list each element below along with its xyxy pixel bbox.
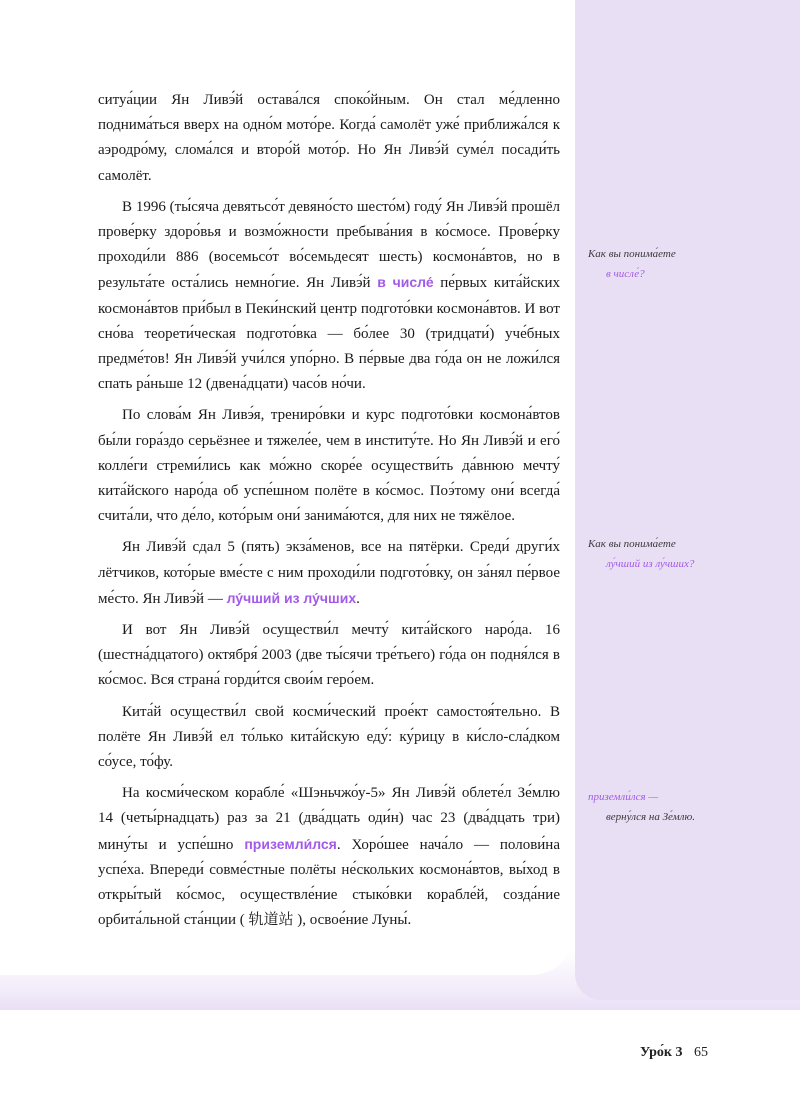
paragraph [98,88,560,189]
margin-note-2 [588,534,694,574]
main-text [98,88,560,940]
sidebar-background [575,0,800,1000]
text-run: Кита́й осуществи́л свой косми́ческий прое́кт самостоя́тельно. В полёте Ян Ливэ́й ел то́лько кита́йскую еду́: ку́рицу в ки́сло-сла́дком со́усе, то́фу. [98,703,560,771]
note-line: Как вы понима́ете [588,538,676,550]
note-line: Как вы понима́ете [588,248,676,260]
note-line: в числе́? [606,268,645,280]
note-line: приземли́лся — [588,791,659,803]
margin-note-1 [588,244,676,284]
lesson-label: Уро́к 3 [640,1045,683,1060]
highlighted-phrase: лу́чший из лу́чших [226,589,357,606]
paragraph [98,535,560,612]
paragraph [98,403,560,529]
note-line: лу́чший из лу́чших? [606,558,695,570]
text-run: В 1996 (ты́сяча девятьсо́т девяно́сто шесто́м) году́ Ян Ливэ́й прошёл прове́рку здоро́вья и возмо́жности пребыва́ния в ко́смосе. Прове́рку проходи́ли 886 (восемьсо́т во́семьдесят шесть) космона́втов, но в результа́те оста́лись немно́гие. Ян Ливэ́й [98,198,560,292]
highlighted-phrase: приземли́лся [244,835,337,852]
note-line: верну́лся на Зе́млю. [606,811,695,823]
paragraph [98,700,560,776]
paragraph [98,618,560,694]
text-run: По слова́м Ян Ливэ́я, трениро́вки и курс подгото́вки космона́втов бы́ли гора́здо серьёзнее и тяжеле́е, чем в институ́те. Но Ян Ливэ́й и его́ колле́ги стреми́лись как мо́жно скоре́е осуществи́ть да́внюю мечту́ кита́йского наро́да об успе́шном полёте в ко́смос. Поэ́тому они́ всегда́ счита́ли, что де́ло, кото́рым они́ занима́ются, для них не тяжёлое. [98,407,560,525]
margin-note-3 [588,787,695,827]
paragraph [98,781,560,933]
page-footer [640,1045,708,1061]
text-run: На косми́ческом корабле́ «Шэньчжо́у-5» Ян Ливэ́й облете́л Зе́млю 14 (четы́рнадцать) раз за 21 (два́дцать оди́н) час 23 (два́дцать три) мину́ты и успе́шно [98,785,560,853]
page-number: 65 [693,1045,708,1060]
highlighted-phrase: в числе́ [377,274,434,291]
paragraph [98,195,560,398]
text-run: . [356,590,360,607]
text-run: И вот Ян Ливэ́й осуществи́л мечту́ кита́йского наро́да. 16 (шестна́дцатого) октября́ 2003 (две ты́сячи тре́тьего) го́да он подня́лся в ко́смос. Вся страна́ горди́тся свои́м геро́ем. [98,622,560,689]
text-run: . Хоро́шее нача́ло — полови́на успе́ха. Впереди́ совме́стные полёты не́скольких космона́втов, вы́ход в откры́тый ко́смос, осуществле́ние стыко́вки корабле́й, созда́ние орбита́льной ста́нции ( 轨道站 ), освое́ние Луны́. [98,836,560,929]
text-run: ситуа́ции Ян Ливэ́й остава́лся споко́йным. Он стал ме́дленно поднима́ться вверх на одно́м мото́ре. Когда́ самолёт уже́ приближа́лся к аэродро́му, слома́лся и второ́й мото́р. Но Ян Ливэ́й суме́л посади́ть самолёт. [98,92,560,184]
text-run: Ян Ливэ́й сдал 5 (пять) экза́менов, все на пятёрки. Среди́ други́х лётчиков, кото́рые вме́сте с ним проходи́ли подгото́вку, он за́нял пе́рвое ме́сто. Ян Ливэ́й — [98,539,560,607]
text-run: пе́рвых кита́йских космона́втов при́был в Пеки́нский центр подгото́вки космона́втов. И вот сно́ва теорети́ческая подгото́вка — бо́лее 30 (тридцати́) уче́бных предме́тов! Ян Ливэ́й учи́лся упо́рно. В пе́рвые два го́да он не ложи́лся спать ра́ньше 12 (двена́дцати) часо́в но́чи. [98,275,560,393]
